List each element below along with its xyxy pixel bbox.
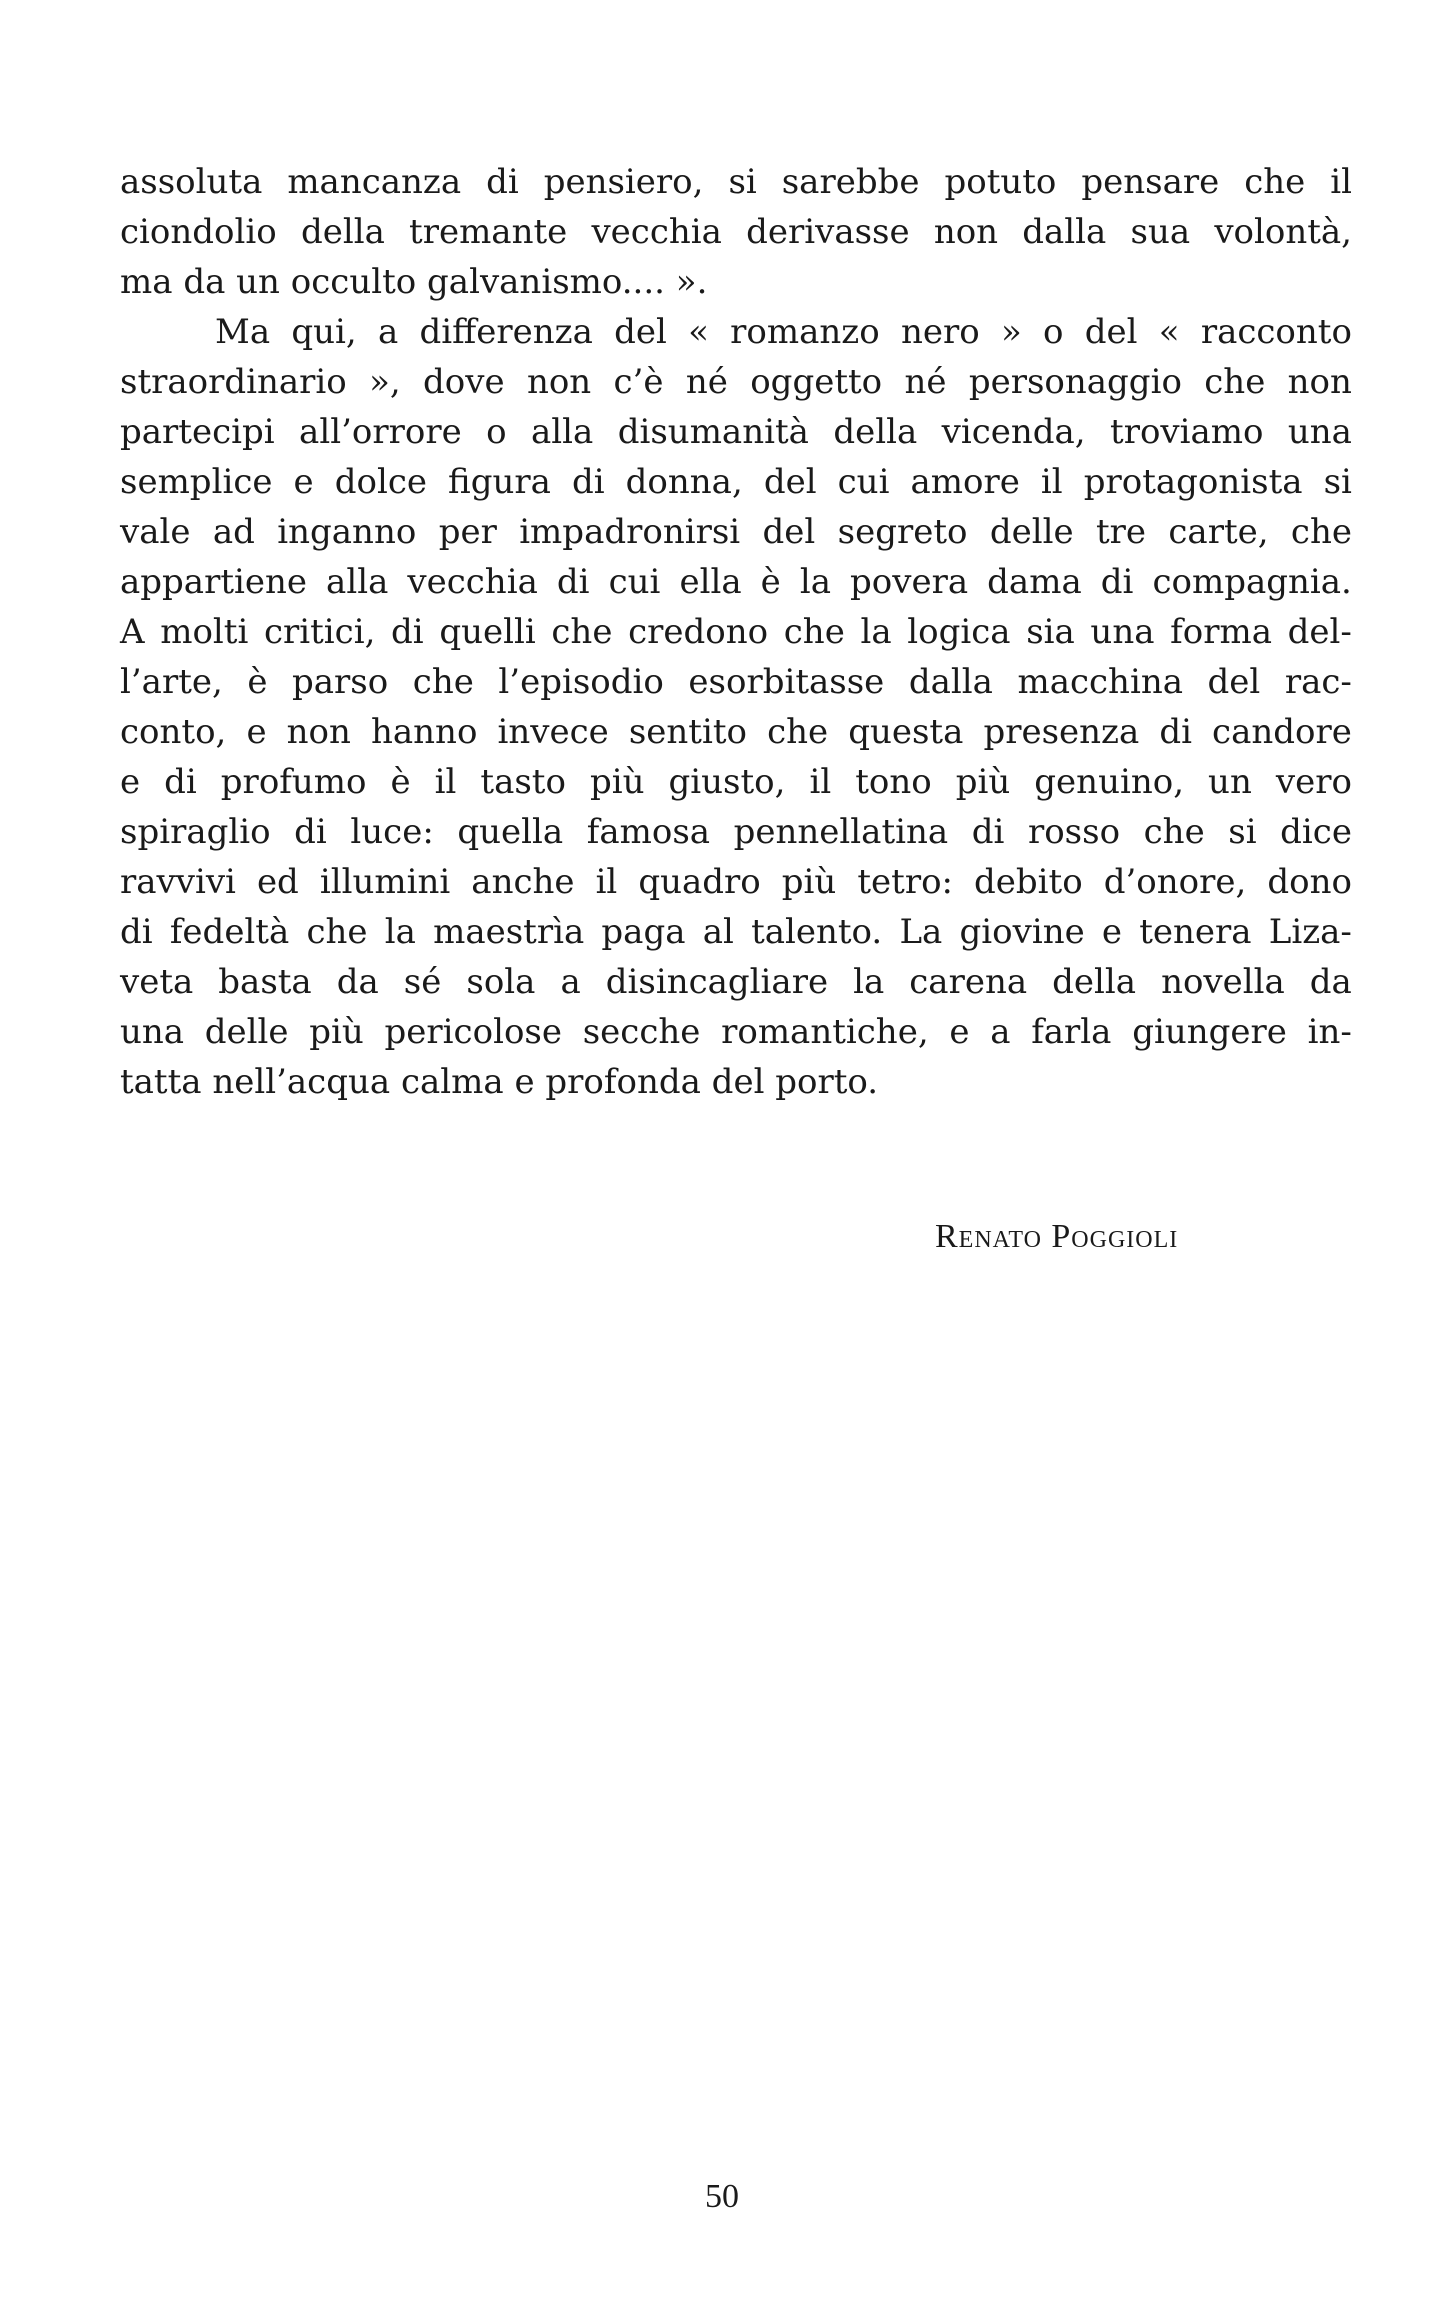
page-number: 50 <box>705 2178 739 2215</box>
body-text <box>120 157 1352 1107</box>
text-line-12: conto, e non hanno invece sentito che questa presenza di candore <box>120 712 1352 752</box>
text-line-1: assoluta mancanza di pensiero, si sarebbe potuto pensare che il <box>120 162 1352 202</box>
text-line-17: veta basta da sé sola a disincagliare la carena della novella da <box>120 962 1352 1002</box>
text-line-2: ciondolio della tremante vecchia derivasse non dalla sua volontà, <box>120 212 1352 252</box>
text-line-18: una delle più pericolose secche romantiche, e a farla giungere in- <box>120 1012 1352 1052</box>
text-line-11: l’arte, è parso che l’episodio esorbitasse dalla macchina del rac- <box>120 662 1352 702</box>
text-line-3: ma da un occulto galvanismo.... ». <box>120 262 708 302</box>
text-line-9: appartiene alla vecchia di cui ella è la povera dama di compagnia. <box>120 562 1352 602</box>
text-line-4: Ma qui, a differenza del « romanzo nero » o del « racconto <box>215 312 1352 352</box>
text-line-16: di fedeltà che la maestrìa paga al talento. La giovine e tenera Liza- <box>120 912 1352 952</box>
author-signature: Renato Poggioli <box>935 1218 1179 1255</box>
text-line-5: straordinario », dove non c’è né oggetto né personaggio che non <box>120 362 1352 402</box>
text-line-6: partecipi all’orrore o alla disumanità della vicenda, troviamo una <box>120 412 1352 452</box>
text-line-7: semplice e dolce figura di donna, del cui amore il protagonista si <box>120 462 1352 502</box>
text-line-13: e di profumo è il tasto più giusto, il tono più genuino, un vero <box>120 762 1352 802</box>
text-line-14: spiraglio di luce: quella famosa pennellatina di rosso che si dice <box>120 812 1352 852</box>
text-line-15: ravvivi ed illumini anche il quadro più tetro: debito d’onore, dono <box>120 862 1352 902</box>
text-line-19: tatta nell’acqua calma e profonda del porto. <box>120 1062 879 1102</box>
text-line-8: vale ad inganno per impadronirsi del segreto delle tre carte, che <box>120 512 1352 552</box>
text-line-10: A molti critici, di quelli che credono che la logica sia una forma del- <box>120 612 1352 652</box>
